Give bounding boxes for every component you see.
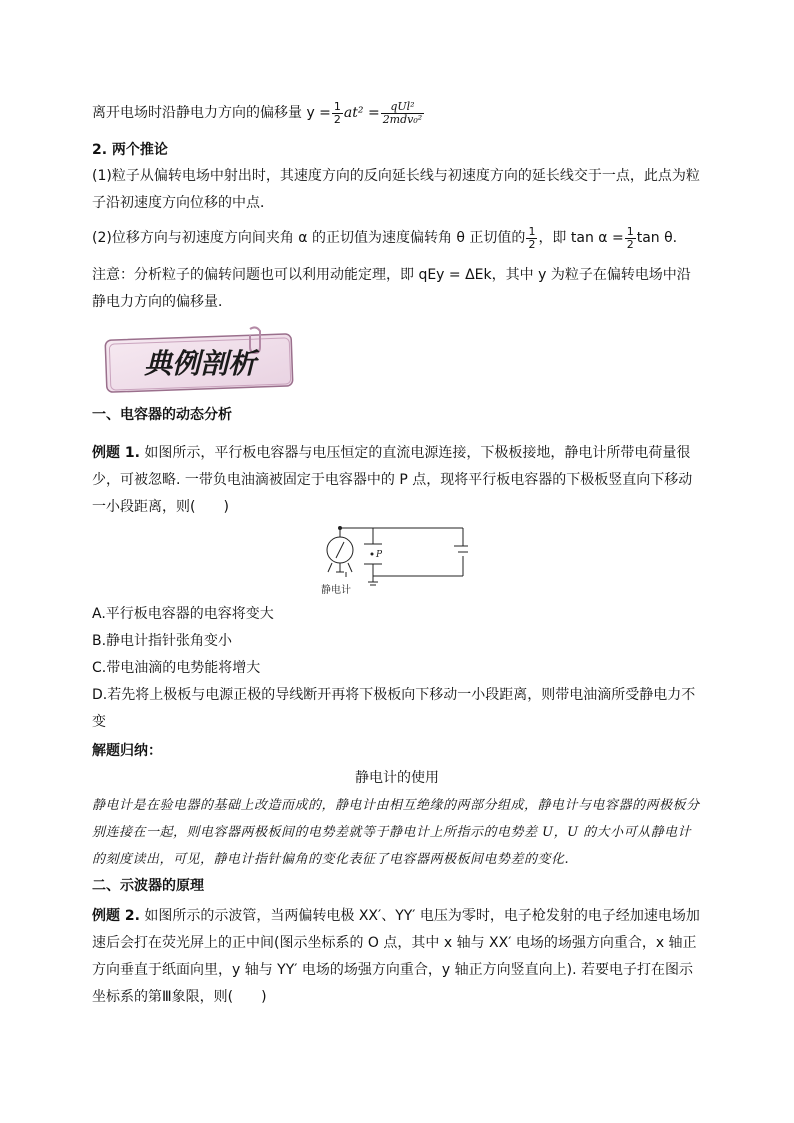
formula-prefix: 离开电场时沿静电力方向的偏移量 y = bbox=[92, 105, 331, 121]
example1-text: 如图所示，平行板电容器与电压恒定的直流电源连接，下极板接地，静电计所带电荷量很少，可被忽略. 一带负电油滴被固定于电容器中的 P 点，现将平行板电容器的下极板竖直向下移动一小段距离，则( ) bbox=[92, 445, 693, 515]
option-c: C.带电油滴的电势能将增大 bbox=[92, 660, 261, 676]
example-analysis-banner bbox=[100, 325, 300, 395]
fraction-half: $\frac{1}{2}$ bbox=[333, 99, 341, 126]
oil-drop-point bbox=[371, 553, 374, 556]
summary-title: 静电计的使用 bbox=[355, 770, 439, 786]
example2-paragraph bbox=[92, 903, 702, 1011]
deflection-formula-line bbox=[92, 100, 702, 127]
example1-label: 例题 1. bbox=[92, 445, 140, 461]
electroscope-caption: 静电计 bbox=[321, 585, 351, 595]
option-d: D.若先将上极板与电源正极的导线断开再将下极板向下移动一小段距离，则带电油滴所受静电力不变 bbox=[92, 687, 696, 730]
fraction-deflection: $\frac{\text{qUl²}}{\text{2mdv₀²}}$ bbox=[382, 99, 423, 126]
example2-text: 如图所示的示波管，当两偏转电极 XX′、YY′ 电压为零时，电子枪发射的电子经加速电场加速后会打在荧光屏上的正中间(图示坐标系的 O 点，其中 x 轴与 XX′ 电场的场强方向重合，x 轴正方向垂直于纸面向里，y 轴与 YY′ 电场的场强方向重合，y 轴正方向竖直向上). 若要电子打在图示坐标系的第Ⅲ象限，则( ) bbox=[92, 908, 700, 1005]
heading-two-inferences: 2. 两个推论 bbox=[92, 142, 168, 158]
formula-mid: at² = bbox=[343, 105, 380, 121]
example2-label: 例题 2. bbox=[92, 908, 140, 924]
inference-2: (2)位移方向与初速度方向间夹角 α 的正切值为速度偏转角 θ 正切值的 $\frac{1}{2}$ ，即 tan α = $\frac{1}{2}$ tan θ. bbox=[92, 224, 678, 251]
summary-label: 解题归纳： bbox=[92, 743, 162, 759]
fraction-half-3: $\frac{1}{2}$ bbox=[626, 224, 634, 251]
capacitor-circuit-figure bbox=[318, 520, 468, 595]
inference-1: (1)粒子从偏转电场中射出时，其速度方向的反向延长线与初速度方向的延长线交于一点，此点为粒子沿初速度方向位移的中点． bbox=[92, 168, 700, 211]
point-p-label: P bbox=[376, 550, 383, 560]
summary-text: 静电计是在验电器的基础上改造而成的，静电计由相互绝缘的两部分组成，静电计与电容器的两极板分别连接在一起，则电容器两极板间的电势差就等于静电计上所指示的电势差 U，U 的大小可从静电计的刻度读出，可见，静电计指针偏角的变化表征了电容器两极板间电势差的变化. bbox=[92, 798, 700, 867]
note-paragraph: 注意：分析粒子的偏转问题也可以利用动能定理，即 qEy = ΔEk，其中 y 为粒子在偏转电场中沿静电力方向的偏移量． bbox=[92, 267, 691, 310]
fraction-half-2: $\frac{1}{2}$ bbox=[528, 224, 536, 251]
option-a: A.平行板电容器的电容将变大 bbox=[92, 606, 274, 622]
example1-paragraph bbox=[92, 440, 702, 521]
section2-title: 二、示波器的原理 bbox=[92, 878, 204, 894]
banner-text: 典例剖析 bbox=[143, 347, 257, 380]
section1-title: 一、电容器的动态分析 bbox=[92, 407, 232, 423]
option-b: B.静电计指针张角变小 bbox=[92, 633, 233, 649]
